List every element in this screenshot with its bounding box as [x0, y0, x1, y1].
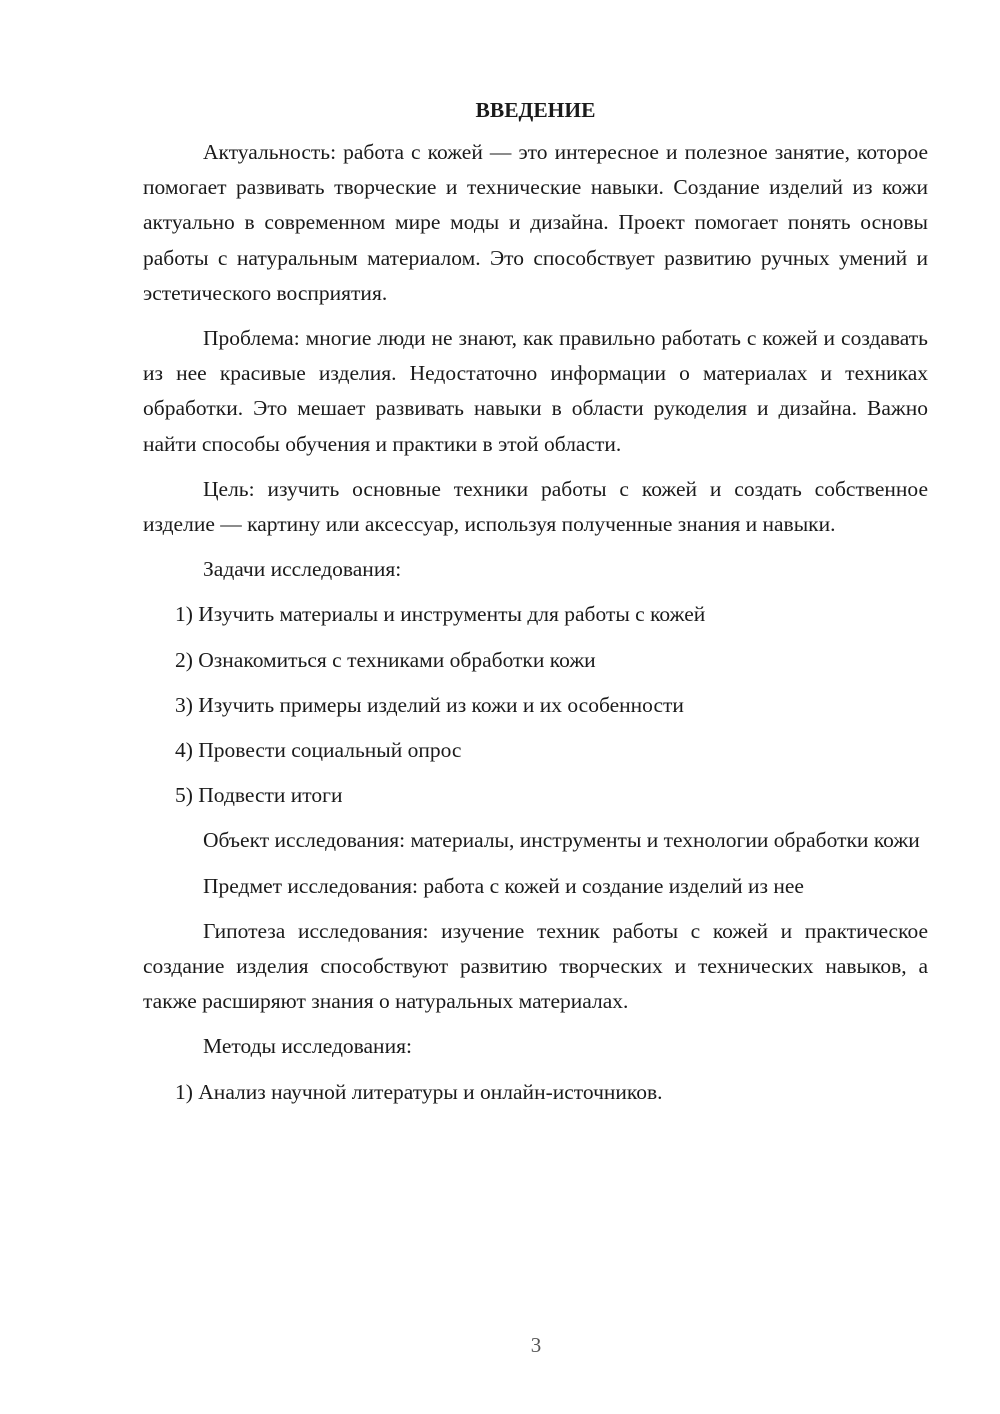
object-paragraph: Объект исследования: материалы, инструменты и технологии обработки кожи [203, 828, 920, 853]
methods-heading: Методы исследования: [203, 1034, 412, 1059]
tasks-heading: Задачи исследования: [203, 557, 402, 582]
list-item: 1) Анализ научной литературы и онлайн-источников. [175, 1079, 663, 1104]
list-item: 5) Подвести итоги [175, 783, 343, 808]
subject-paragraph: Предмет исследования: работа с кожей и создание изделий из нее [203, 873, 804, 898]
list-item: 4) Провести социальный опрос [175, 738, 462, 763]
section-title: ВВЕДЕНИЕ [475, 98, 596, 122]
goal-paragraph: Цель: изучить основные техники работы с кожей и создать собственное изделие — картину или аксессуар, используя полученные знания и навыки. [143, 476, 928, 537]
hypothesis-paragraph: Гипотеза исследования: изучение техник работы с кожей и практическое создание изделия способствуют развитию творческих и технических навыков, а также расширяют знания о натуральных материалах. [143, 918, 928, 1014]
list-item: 3) Изучить примеры изделий из кожи и их особенности [175, 692, 684, 717]
tasks-list [143, 597, 928, 813]
list-item: 1) Изучить материалы и инструменты для работы с кожей [175, 602, 706, 627]
methods-list [143, 1075, 928, 1110]
page-number: 3 [530, 1333, 542, 1357]
list-item: 2) Ознакомиться с техниками обработки кожи [175, 647, 596, 672]
document-page [143, 95, 928, 1120]
relevance-paragraph: Актуальность: работа с кожей — это интересное и полезное занятие, которое помогает развивать творческие и технические навыки. Создание изделий из кожи актуально в современном мире моды и дизайна. Проект помогает понять основы работы с натуральным материалом. Это способствует развитию ручных умений и эстетического восприятия. [143, 140, 928, 305]
problem-paragraph: Проблема: многие люди не знают, как правильно работать с кожей и создавать из нее красивые изделия. Недостаточно информации о материалах и техниках обработки. Это мешает развивать навыки в области рукоделия и дизайна. Важно найти способы обучения и практики в этой области. [143, 326, 928, 456]
